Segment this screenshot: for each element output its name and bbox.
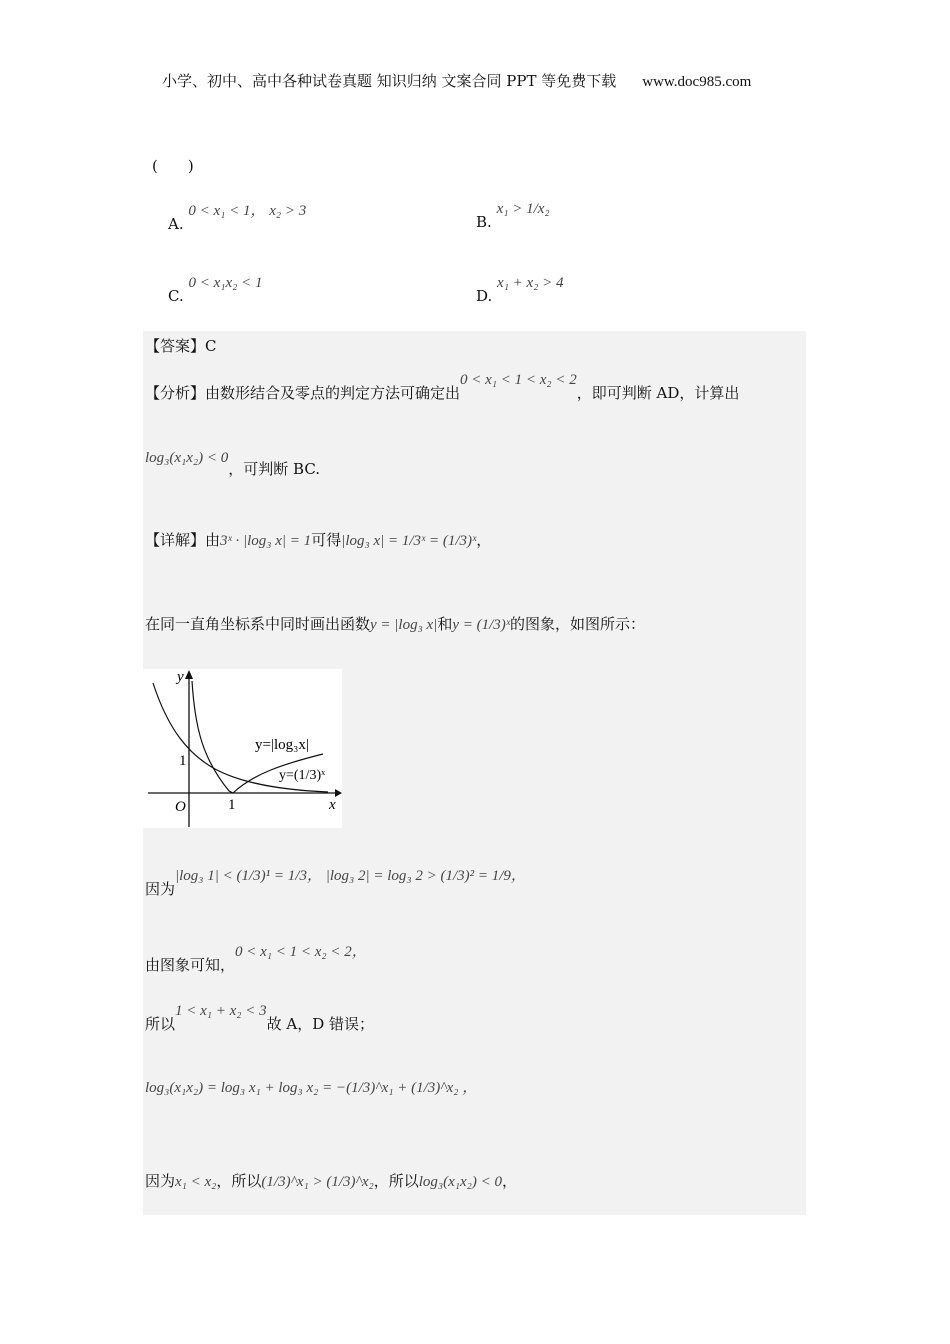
analysis-tag: 【分析】 [145,384,206,402]
option-c[interactable] [168,275,263,306]
text: ， [476,531,492,549]
option-d[interactable] [476,275,564,306]
text: 在同一直角坐标系中同时画出函数 [145,615,371,633]
math: 1 < x₁ + x₂ < 3 [175,1003,267,1019]
text: 由图象可知， [145,956,236,974]
math: (1/3)^x₁ > (1/3)^x₂ [261,1174,374,1190]
y-arrow-icon [185,670,193,679]
math: |log₃ 1| < (1/3)¹ = 1/3， |log₃ 2| = log₃ 2 > (1/3)² = 1/9， [175,868,526,884]
option-math: 0 < x₁ < 1， x₂ > 3 [188,203,307,219]
text: 因为 [145,1172,176,1190]
math: x₁ < x₂ [175,1174,217,1190]
math: 0 < x₁ < 1 < x₂ < 2 [460,372,577,388]
text: 因为 [145,880,176,898]
detail-tag: 【详解】 [145,531,206,549]
graph-svg [143,669,342,828]
reason-line-5 [145,1170,517,1191]
math: 3ˣ · |log₃ x| = 1 [220,533,312,549]
header-url[interactable]: www.doc985.com [642,74,752,90]
option-a[interactable] [168,203,307,234]
function-graph [143,669,342,828]
math: y = (1/3)ˣ [452,617,511,633]
text: 由 [205,531,221,549]
analysis-line-2 [145,446,321,478]
page-header [162,70,751,91]
math: y = |log₃ x| [370,617,438,633]
x-arrow-icon [335,789,342,797]
reason-line-2 [145,944,367,975]
text: 和 [437,615,453,633]
detail-line [145,529,491,550]
y-label: y [177,669,184,685]
text: 由数形结合及零点的判定方法可确定出 [205,384,461,402]
math: |log₃ x| = 1/3ˣ = (1/3)ˣ [341,533,477,549]
reason-line-4 [145,1076,477,1097]
log-curve-label: y=|log₃x| [255,737,309,753]
answer-blank: ( ) [152,157,194,175]
text: ，所以 [216,1172,262,1190]
text: 可得 [311,531,342,549]
option-math: x₁ + x₂ > 4 [497,275,564,291]
text: 的图象，如图所示： [510,615,646,633]
x-tick-1: 1 [228,797,236,813]
math: log₃(x₁x₂) = log₃ x₁ + log₃ x₂ = −(1/3)^x₁ + (1/3)^x₂ ， [145,1080,478,1096]
x-label: x [329,797,336,813]
answer-value: C [205,337,217,355]
option-b[interactable] [476,201,550,232]
option-label: A. [168,215,184,233]
reason-line-3 [145,1003,375,1034]
answer-tag: 【答案】 [145,337,206,355]
exp-curve-label: y=(1/3)ˣ [279,768,326,783]
option-label: D. [476,287,493,305]
text: ，所以 [373,1172,419,1190]
answer-line [145,335,217,356]
option-label: B. [476,213,492,231]
text: 故 A，D 错误； [266,1015,375,1033]
math: 0 < x₁ < 1 < x₂ < 2， [235,944,367,960]
y-tick-1: 1 [179,753,187,769]
reason-line-1 [145,868,526,899]
text: 所以 [145,1015,176,1033]
math: log₃(x₁x₂) < 0 [418,1174,503,1190]
math: log₃(x₁x₂) < 0 [145,450,229,466]
header-text: 小学、初中、高中各种试卷真题 知识归纳 文案合同 PPT 等免费下载 [162,72,617,90]
text: ，可判断 BC. [228,460,321,478]
origin-label: O [175,799,186,815]
analysis-line [145,372,740,403]
option-math: 0 < x₁x₂ < 1 [188,275,263,291]
option-label: C. [168,287,184,305]
text: ，即可判断 AD，计算出 [576,384,740,402]
text: ， [502,1172,518,1190]
draw-line [145,613,645,634]
option-math: x₁ > 1/x₂ [496,201,550,217]
